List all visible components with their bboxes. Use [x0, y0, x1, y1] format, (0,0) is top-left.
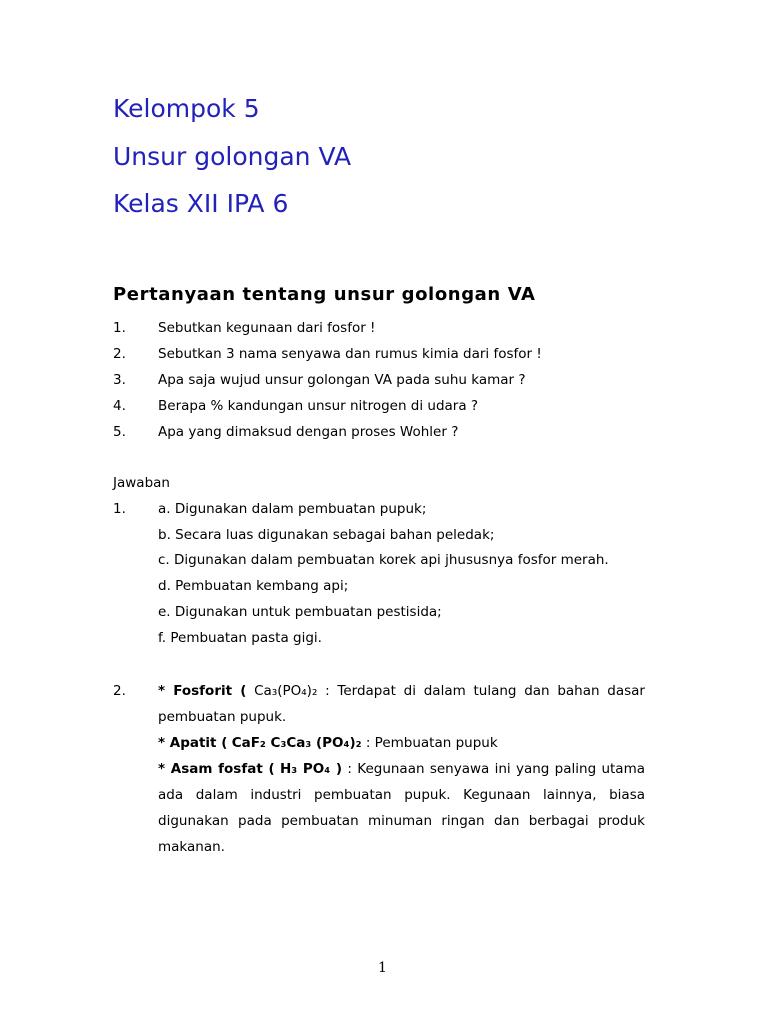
chemical-formula: H₃ PO₄ ) [279, 761, 343, 777]
class-heading: Kelas XII IPA 6 [113, 189, 289, 218]
answer-item: e. Digunakan untuk pembuatan pestisida; [158, 604, 442, 620]
group-heading: Kelompok 5 [113, 94, 260, 123]
compound-label: * Apatit ( [158, 735, 228, 751]
question-text: Berapa % kandungan unsur nitrogen di udara ? [158, 398, 479, 414]
question-text: Sebutkan 3 nama senyawa dan rumus kimia dari fosfor ! [158, 346, 542, 362]
compound-description: : Pembuatan pupuk [365, 735, 498, 751]
answer-item: f. Pembuatan pasta gigi. [158, 630, 322, 646]
chemical-formula: Ca₃(PO₄)₂ [254, 683, 318, 699]
question-number: 2. [113, 346, 126, 362]
compound-label: * Fosforit ( [158, 683, 247, 699]
compound-description: : Kegunaan senyawa ini yang paling utama ada dalam industri pembuatan pupuk. Kegunaan lainnya, biasa digunakan pada pembuatan minuman ringan dan berbagai produk makanan. [158, 761, 645, 855]
answer-item: b. Secara luas digunakan sebagai bahan peledak; [158, 527, 495, 543]
chemical-formula: CaF₂ C₃Ca₃ (PO₄)₂ [231, 735, 362, 751]
answer-number: 2. [113, 683, 126, 699]
question-text: Apa yang dimaksud dengan proses Wohler ? [158, 424, 459, 440]
question-text: Sebutkan kegunaan dari fosfor ! [158, 320, 376, 336]
question-number: 5. [113, 424, 126, 440]
answer-number: 1. [113, 501, 126, 517]
answer-item: a. Digunakan dalam pembuatan pupuk; [158, 501, 427, 517]
apatit-paragraph [158, 730, 645, 756]
answer-item: c. Digunakan dalam pembuatan korek api jhususnya fosfor merah. [158, 552, 609, 568]
asam-fosfat-paragraph [158, 756, 645, 860]
compound-label: * Asam fosfat ( [158, 761, 275, 777]
answers-label: Jawaban [113, 475, 170, 491]
question-number: 4. [113, 398, 126, 414]
answer-item: d. Pembuatan kembang api; [158, 578, 349, 594]
question-text: Apa saja wujud unsur golongan VA pada suhu kamar ? [158, 372, 526, 388]
page-number: 1 [378, 960, 387, 976]
questions-title: Pertanyaan tentang unsur golongan VA [113, 284, 536, 305]
compound-description: : Terdapat di dalam tulang dan bahan dasar pembuatan pupuk. [158, 683, 645, 725]
question-number: 1. [113, 320, 126, 336]
fosforit-paragraph [158, 678, 645, 730]
topic-heading: Unsur golongan VA [113, 142, 352, 171]
question-number: 3. [113, 372, 126, 388]
